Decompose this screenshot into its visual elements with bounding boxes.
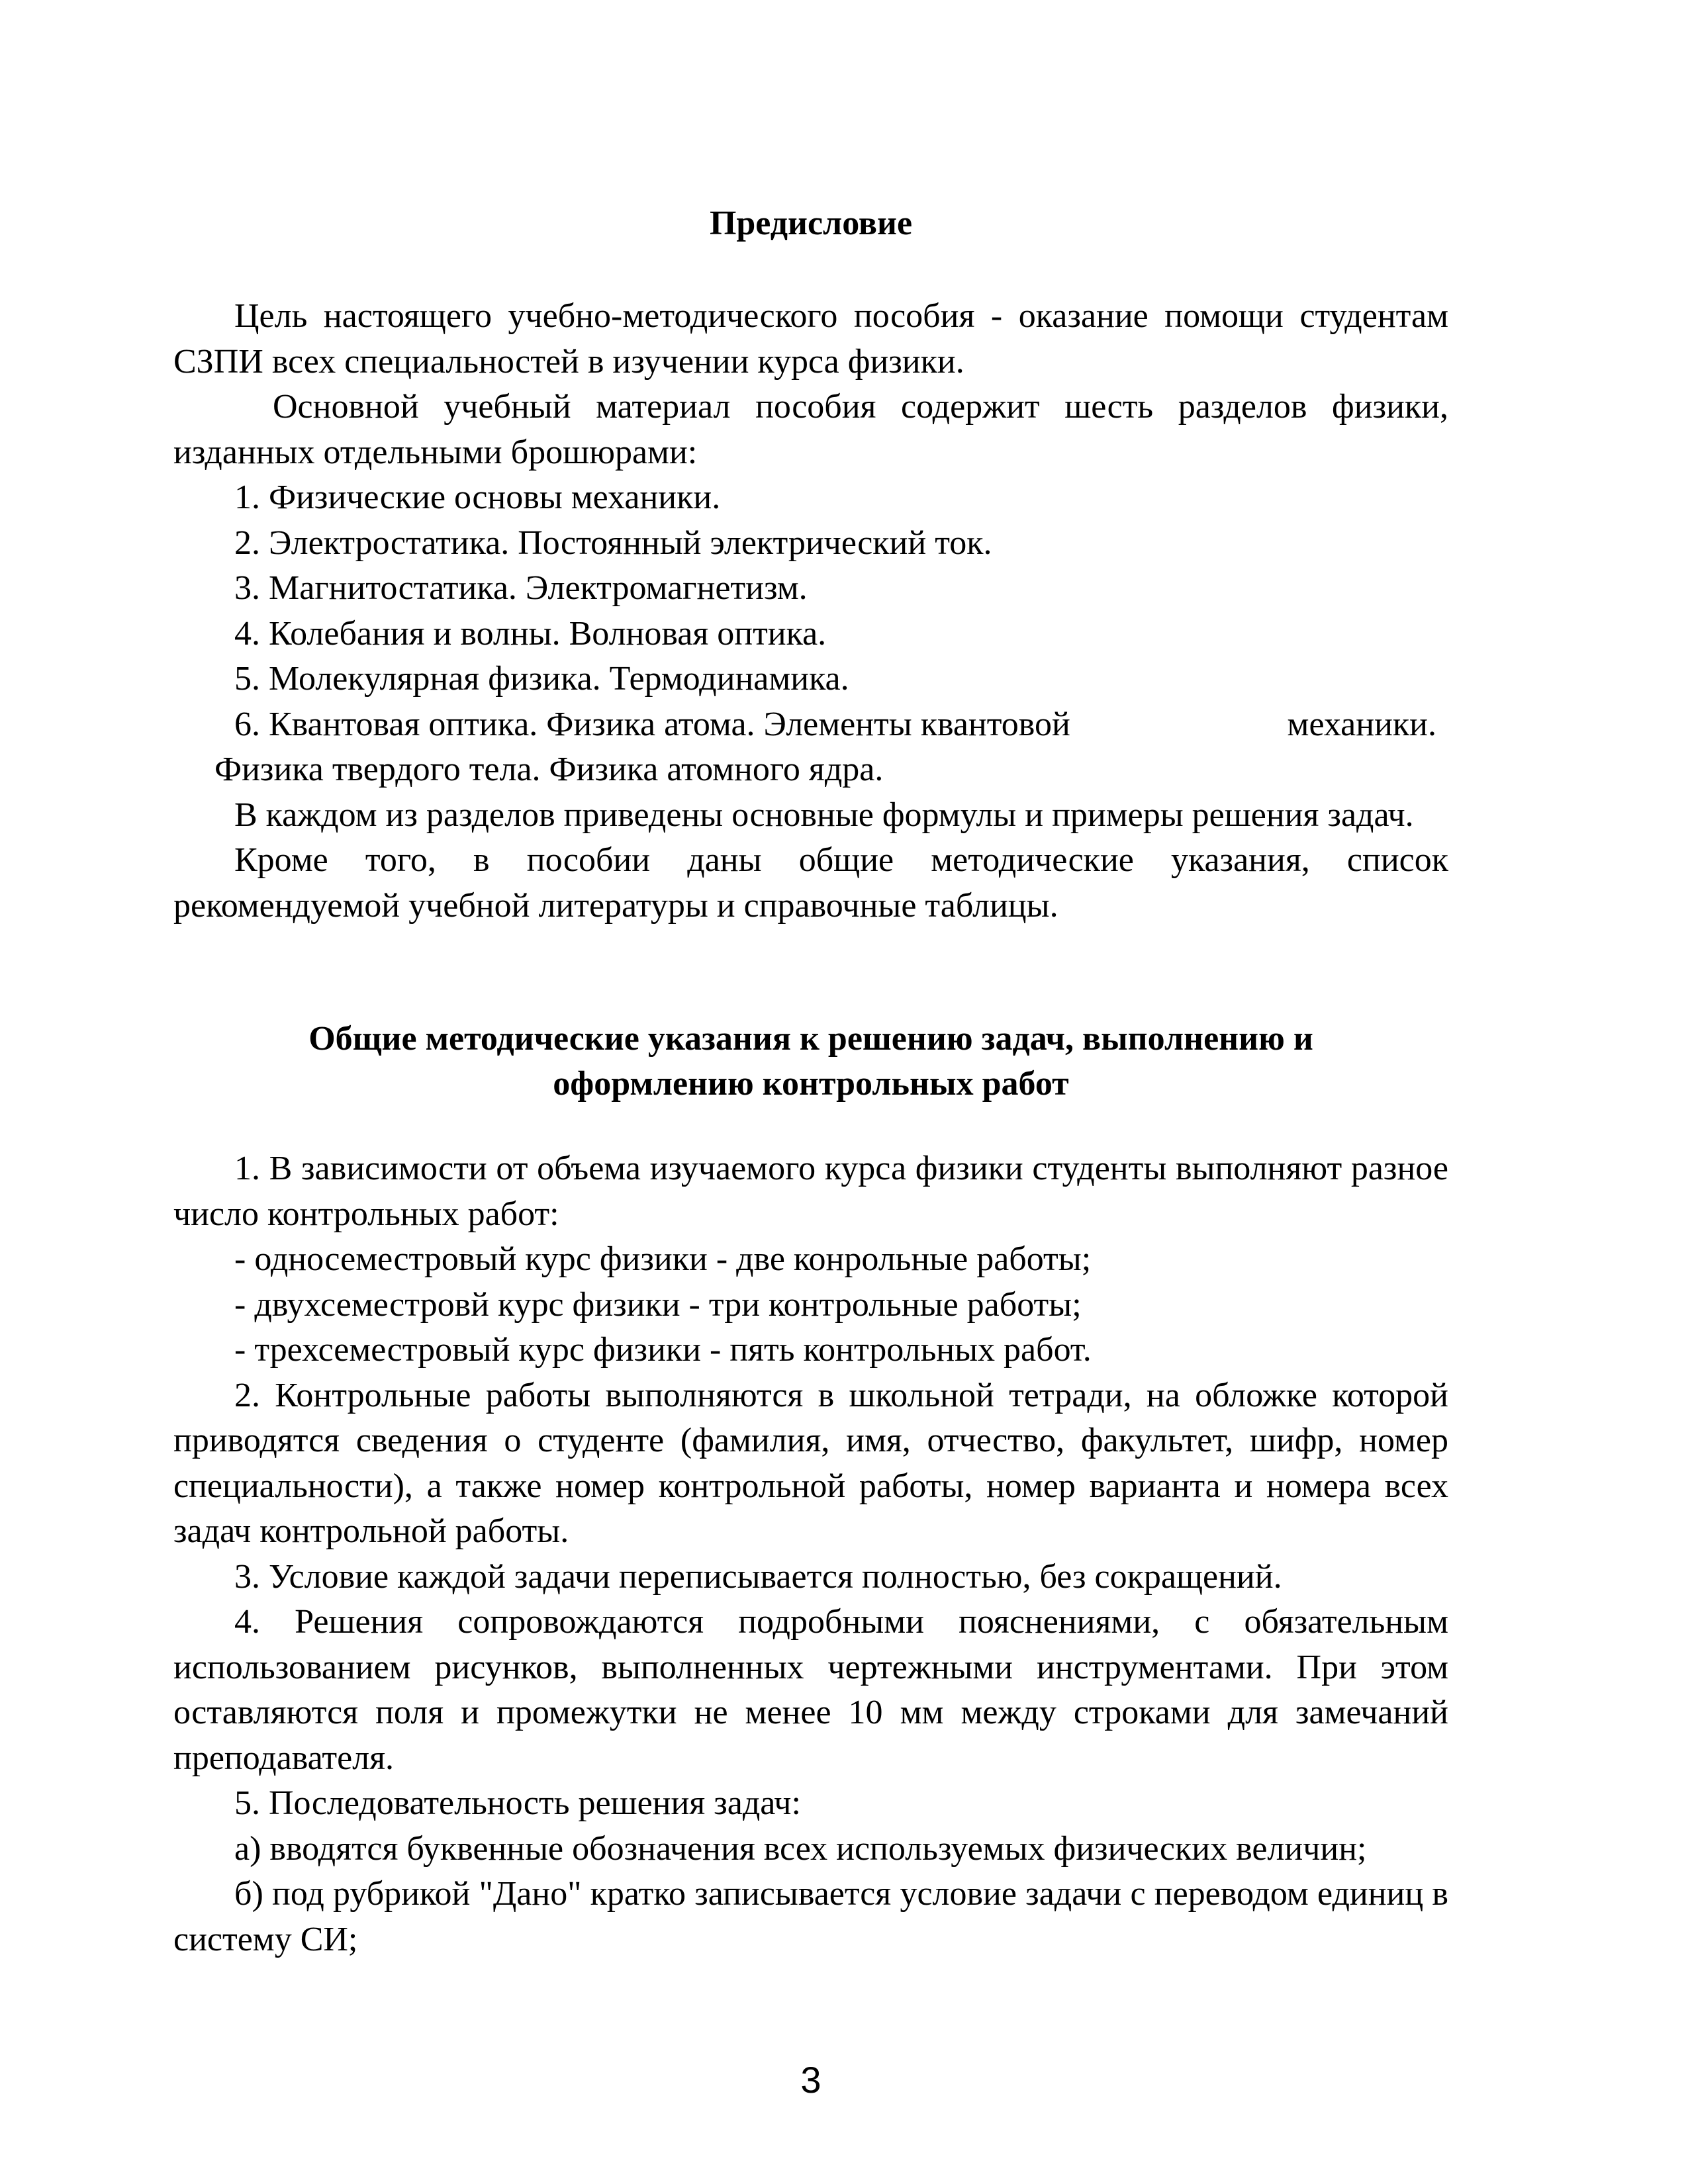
guideline-item-5b: б) под рубрикой "Дано" кратко записывается условие задачи с переводом единиц в систему СИ; (173, 1875, 1448, 1958)
preface-paragraph-4: Кроме того, в пособии даны общие методические указания, список рекомендуемой учебной литературы и справочные таблицы. (173, 841, 1448, 925)
guidelines-title (173, 1017, 1448, 1107)
course-item-1: - односеместровый курс физики - две конрольные работы; (234, 1240, 1092, 1278)
section-item-6-part-b: механики. (1287, 705, 1436, 743)
guidelines-body (173, 1146, 1448, 1962)
section-item-3: 3. Магнитостатика. Электромагнетизм. (234, 569, 808, 607)
section-item-1: 1. Физические основы механики. (234, 478, 721, 516)
section-item-6 (173, 702, 1448, 748)
preface-paragraph-3: В каждом из разделов приведены основные формулы и примеры решения задач. (234, 796, 1414, 834)
guideline-item-1: 1. В зависимости от объема изучаемого курса физики студенты выполняют разное число контрольных работ: (173, 1150, 1448, 1233)
guidelines-title-line-2: оформлению контрольных работ (553, 1065, 1069, 1103)
preface-paragraph-1: Цель настоящего учебно-методического пособия - оказание помощи студентам СЗПИ всех специальностей в изучении курса физики. (173, 297, 1448, 381)
preface-paragraph-2: Основной учебный материал пособия содержит шесть разделов физики, изданных отдельными брошюрами: (173, 388, 1448, 471)
course-item-2: - двухсеместровй курс физики - три контрольные работы; (234, 1285, 1082, 1324)
document-page (173, 0, 1448, 2184)
section-item-6-continuation: Физика твердого тела. Физика атомного ядра. (214, 751, 884, 788)
section-item-2: 2. Электростатика. Постоянный электрический ток. (234, 523, 992, 562)
preface-body (173, 294, 1448, 929)
page-number: 3 (800, 2059, 821, 2101)
guideline-item-5a: а) вводятся буквенные обозначения всех используемых физических величин; (234, 1829, 1367, 1868)
guideline-item-4: 4. Решения сопровождаются подробными пояснениями, с обязательным использованием рисунков, выполненных чертежными инструментами. При этом оставляются поля и промежутки не менее 10 мм между строками для замечаний преподавателя. (173, 1603, 1448, 1777)
section-item-5: 5. Молекулярная физика. Термодинамика. (234, 660, 849, 698)
guideline-item-5: 5. Последовательность решения задач: (234, 1784, 801, 1822)
section-item-4: 4. Колебания и волны. Волновая оптика. (234, 614, 827, 653)
preface-title: Предисловие (709, 205, 913, 242)
section-item-6-part-a: 6. Квантовая оптика. Физика атома. Элементы квантовой (234, 705, 1070, 743)
course-item-3: - трехсеместровый курс физики - пять контрольных работ. (234, 1331, 1092, 1369)
guideline-item-3: 3. Условие каждой задачи переписывается полностью, без сокращений. (234, 1557, 1282, 1596)
guidelines-title-line-1: Общие методические указания к решению задач, выполнению и (308, 1020, 1313, 1058)
guideline-item-2: 2. Контрольные работы выполняются в школьной тетради, на обложке которой приводятся сведения о студенте (фамилия, имя, отчество, факультет, шифр, номер специальности), а также номер контрольной работы, номер варианта и номера всех задач контрольной работы. (173, 1376, 1448, 1550)
